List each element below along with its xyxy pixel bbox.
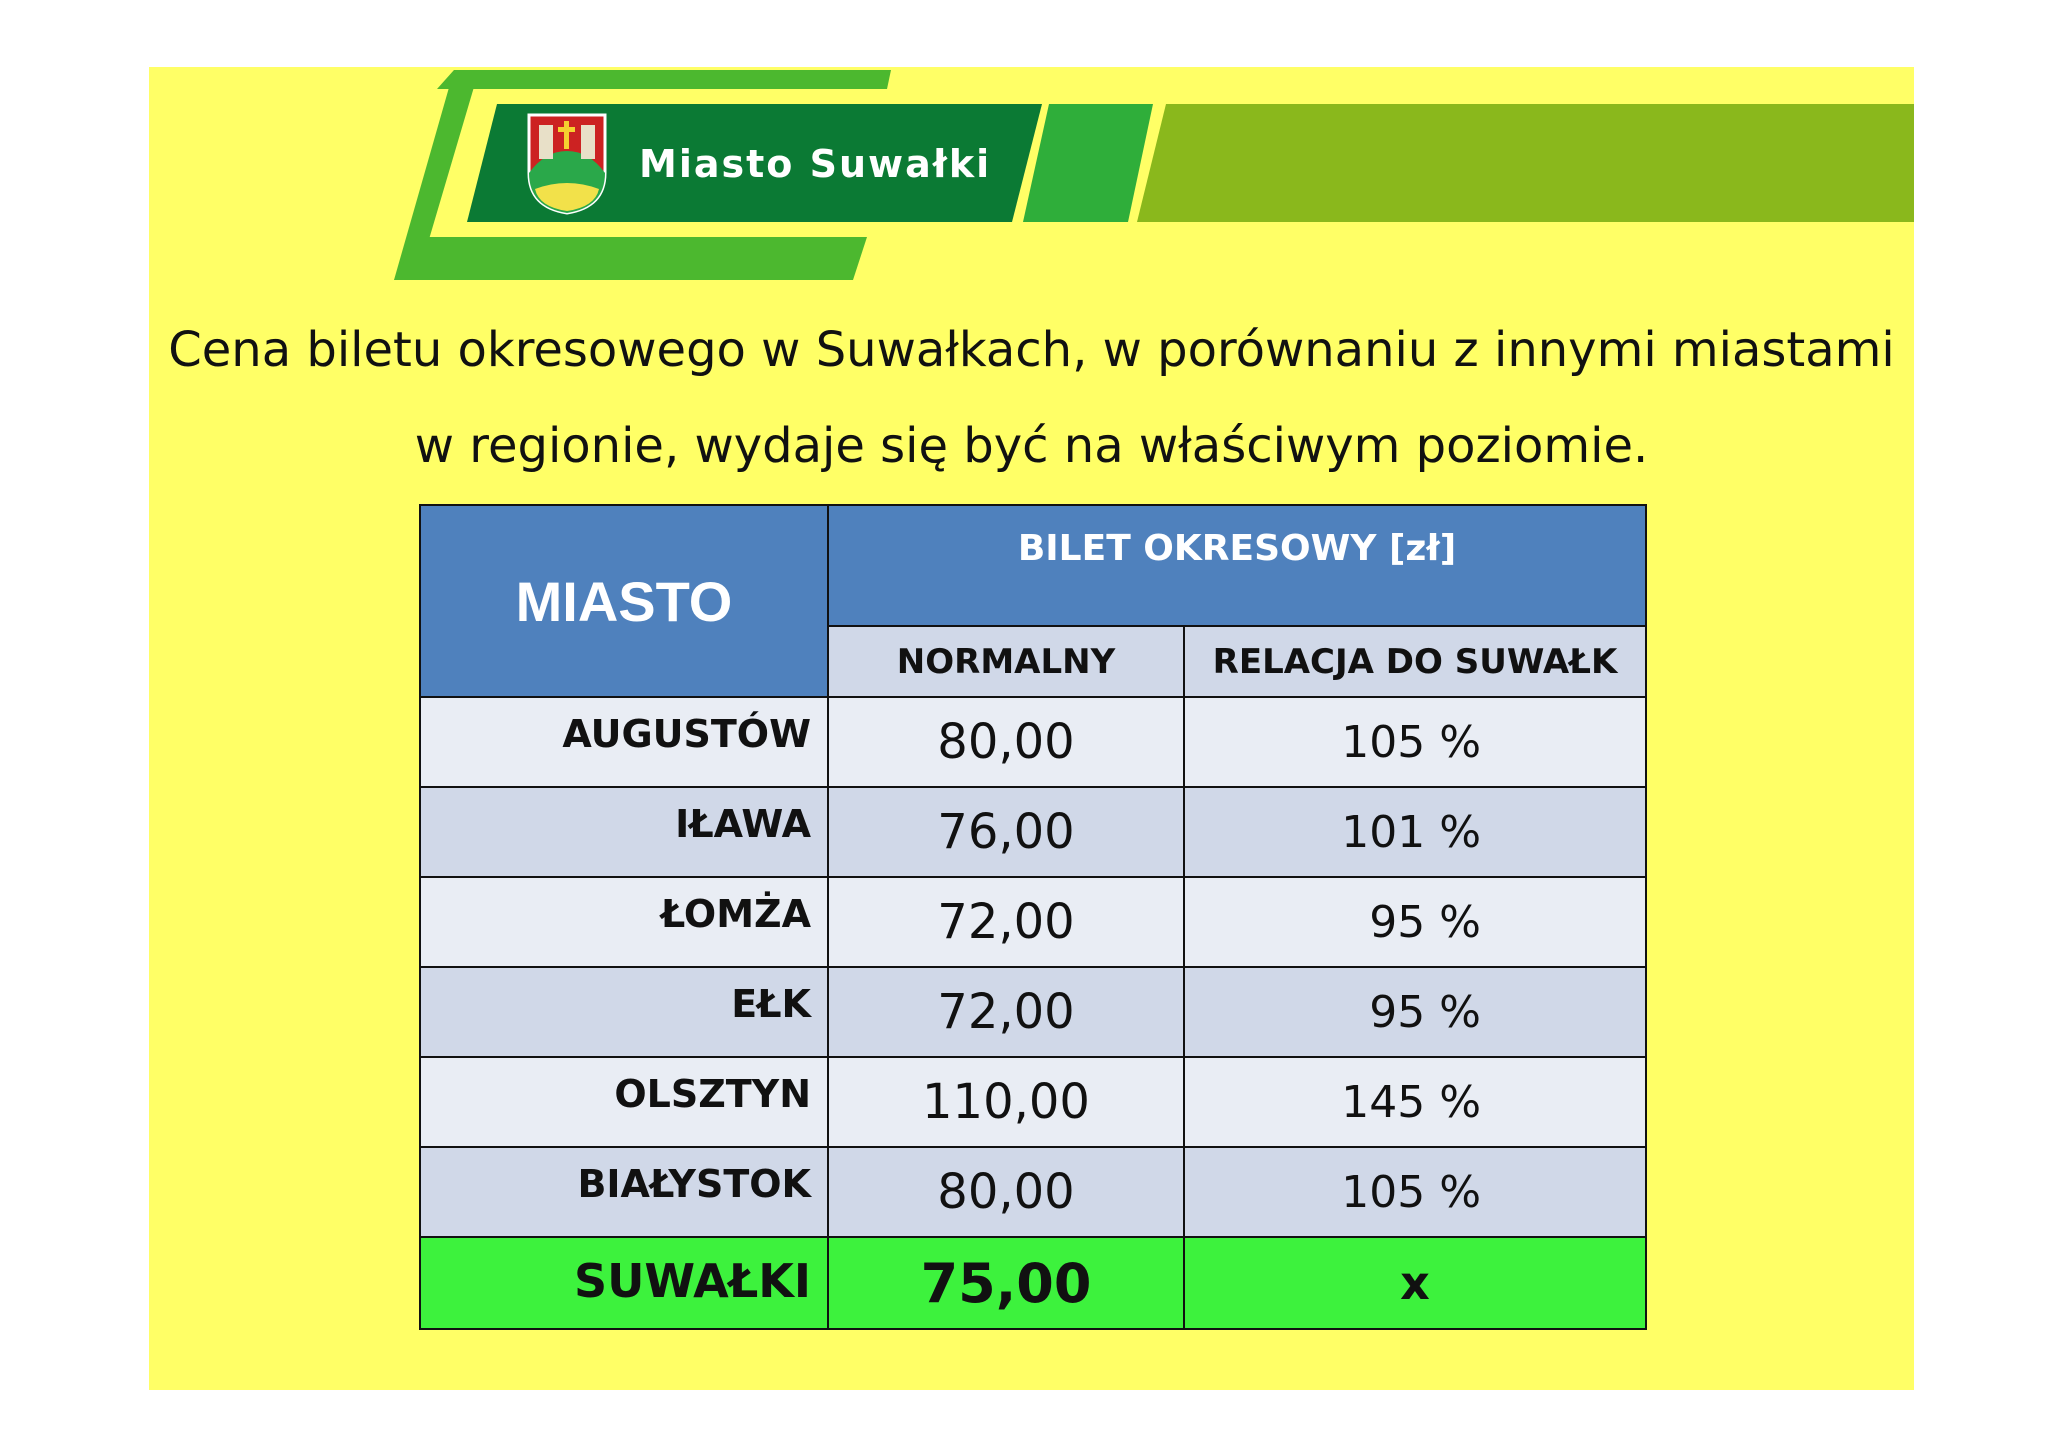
normal-price-cell: 110,00 xyxy=(828,1057,1184,1147)
table-row xyxy=(420,877,1646,967)
normal-price-cell: 75,00 xyxy=(828,1237,1184,1329)
city-cell: OLSZTYN xyxy=(420,1057,828,1147)
normal-price-cell: 80,00 xyxy=(828,697,1184,787)
city-cell: IŁAWA xyxy=(420,787,828,877)
ticket-price-table xyxy=(419,504,1647,1330)
slide xyxy=(149,67,1914,1390)
relation-column-header: RELACJA DO SUWAŁK xyxy=(1184,626,1646,697)
normal-price-cell: 72,00 xyxy=(828,967,1184,1057)
banner-shapes xyxy=(149,67,1914,297)
heading-line-2: w regionie, wydaje się być na właściwym poziomie. xyxy=(414,418,1649,474)
city-cell: EŁK xyxy=(420,967,828,1057)
normal-price-cell: 76,00 xyxy=(828,787,1184,877)
city-cell: SUWAŁKI xyxy=(420,1237,828,1329)
ticket-group-header: BILET OKRESOWY [zł] xyxy=(828,505,1646,626)
relation-cell: 105 % xyxy=(1184,697,1646,787)
normal-price-cell: 72,00 xyxy=(828,877,1184,967)
normal-price-cell: 80,00 xyxy=(828,1147,1184,1237)
normal-column-header: NORMALNY xyxy=(828,626,1184,697)
table-row xyxy=(420,1057,1646,1147)
table-row xyxy=(420,967,1646,1057)
relation-cell: x xyxy=(1184,1237,1646,1329)
heading-line-1: Cena biletu okresowego w Suwałkach, w porównaniu z innymi miastami xyxy=(168,322,1895,378)
header-banner xyxy=(149,67,1914,297)
city-cell: BIAŁYSTOK xyxy=(420,1147,828,1237)
relation-cell: 101 % xyxy=(1184,787,1646,877)
city-column-header: MIASTO xyxy=(420,505,828,697)
slide-heading xyxy=(149,302,1914,494)
brand-name: Miasto Suwałki xyxy=(639,142,992,186)
relation-cell: 105 % xyxy=(1184,1147,1646,1237)
table-row xyxy=(420,1147,1646,1237)
table-row xyxy=(420,697,1646,787)
table-row xyxy=(420,787,1646,877)
city-cell: AUGUSTÓW xyxy=(420,697,828,787)
relation-cell: 145 % xyxy=(1184,1057,1646,1147)
relation-cell: 95 % xyxy=(1184,967,1646,1057)
highlight-row xyxy=(420,1237,1646,1329)
city-cell: ŁOMŻA xyxy=(420,877,828,967)
header-row xyxy=(420,505,1646,626)
coat-of-arms-icon xyxy=(525,111,609,215)
relation-cell: 95 % xyxy=(1184,877,1646,967)
